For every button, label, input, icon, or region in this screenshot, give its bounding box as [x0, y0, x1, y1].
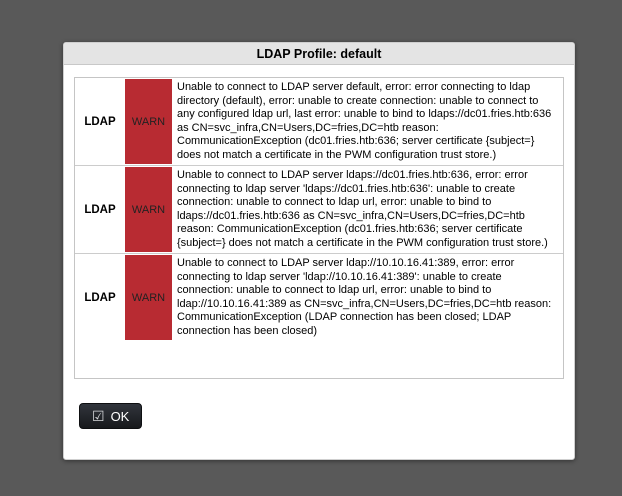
health-table	[74, 77, 564, 379]
ok-button-label: OK	[110, 408, 130, 424]
ldap-profile-dialog	[63, 42, 575, 460]
health-topic: LDAP	[84, 115, 116, 128]
health-status-cell	[125, 254, 172, 341]
health-topic: LDAP	[84, 291, 116, 304]
health-detail-text: Unable to connect to LDAP server default, error: error connecting to ldap directory (default), error: unable to create connection: unable to connect to any configured ldap url, last error: unable to bind to ldaps://dc01.fries.htb:636 as CN=svc_infra,CN=Users,DC=fries,DC=htb reason: CommunicationException (dc01.fries.htb:636; server certificate {subject=} does not match a certificate in the PWM configuration trust store.)	[177, 81, 552, 161]
table-row	[75, 254, 563, 341]
table-row	[75, 78, 563, 166]
dialog-body	[64, 65, 574, 429]
health-topic: LDAP	[84, 203, 116, 216]
ok-button[interactable]	[79, 403, 142, 429]
status-badge: WARN	[125, 79, 172, 164]
status-badge: WARN	[125, 167, 172, 252]
health-status-cell	[125, 166, 172, 253]
health-detail-text: Unable to connect to LDAP server ldap://10.10.16.41:389, error: error connecting to ldap server 'ldap://10.10.16.41:389': unable to create connection: unable to connect to ldap url, error: unable to bind to ldap://10.10.16.41:389 as CN=svc_infra,CN=Users,DC=fries,DC=htb reason: CommunicationException (LDAP connection has been closed; LDAP connection has been closed)	[177, 257, 552, 337]
status-badge: WARN	[125, 255, 172, 340]
dialog-title: LDAP Profile: default	[64, 43, 574, 65]
checkbox-check-icon: ☑	[92, 408, 105, 424]
table-row	[75, 166, 563, 254]
health-status-cell	[125, 78, 172, 165]
health-detail-text: Unable to connect to LDAP server ldaps://dc01.fries.htb:636, error: error connecting to ldap server 'ldaps://dc01.fries.htb:636': unable to create connection: unable to connect to ldap url, error: unable to bind to ldaps://dc01.fries.htb:636 as CN=svc_infra,CN=Users,DC=fries,DC=htb reason: CommunicationException (dc01.fries.htb:636; server certificate {subject=} does not match a certificate in the PWM configuration trust store.)	[177, 169, 548, 249]
